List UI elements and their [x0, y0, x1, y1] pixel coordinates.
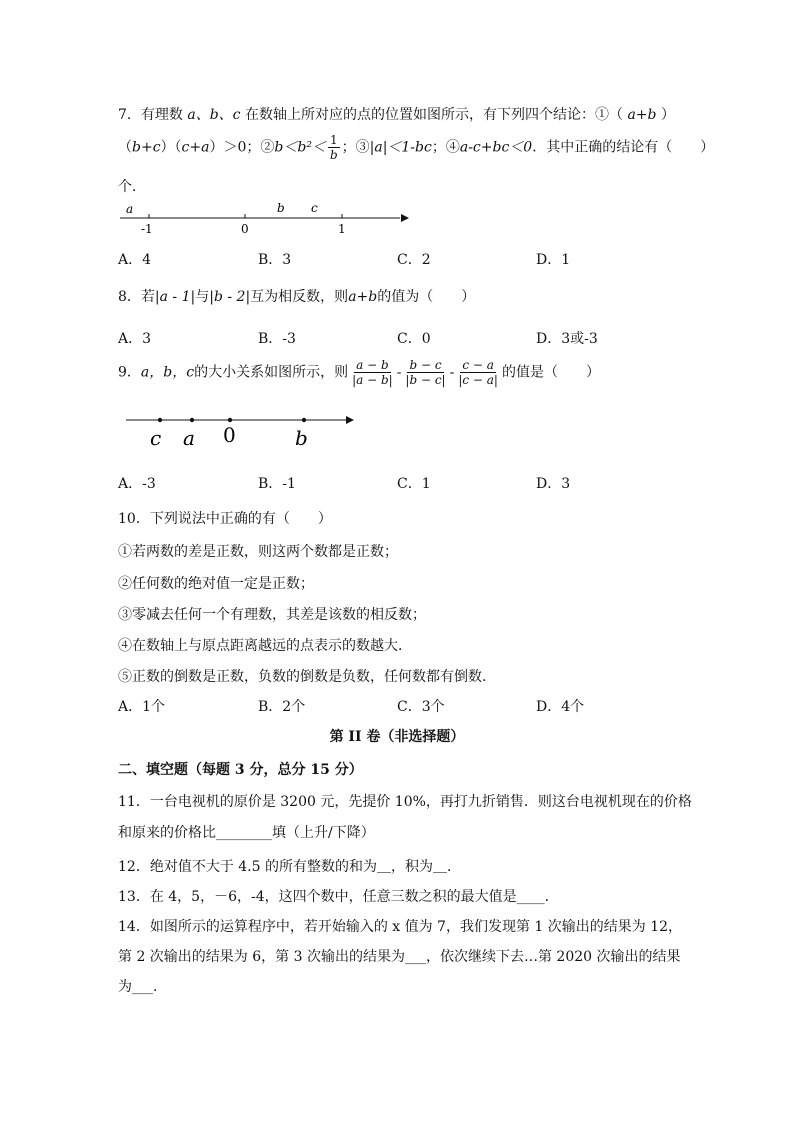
q7-axis-zero: 0 [241, 222, 249, 236]
q8-stem: 8．若|a - 1|与|b - 2|互为相反数，则a+b的值为（ ） [118, 289, 476, 305]
q14-line1: 14．如图所示的运算程序中，若开始输入的 x 值为 7，我们发现第 1 次输出的结果为 12， [118, 919, 683, 935]
q10-statement-2: ②任何数的绝对值一定是正数； [118, 576, 314, 592]
q8-option-b[interactable]: B．-3 [258, 331, 296, 347]
q7-option-a[interactable]: A．4 [118, 252, 152, 268]
q9-option-b[interactable]: B．-1 [258, 476, 296, 492]
q7-axis-a: a [126, 202, 134, 216]
q11-line1: 11．一台电视机的原价是 3200 元，先提价 10%，再打九折销售．则这台电视机现在的价格 [118, 794, 692, 810]
q7-axis-one: 1 [338, 222, 346, 236]
q14-line3: 为___． [118, 979, 167, 995]
q7-option-b[interactable]: B．3 [258, 252, 292, 268]
q7-line3: 个． [118, 179, 146, 195]
q8-option-c[interactable]: C．0 [397, 331, 431, 347]
q7-axis-b: b [277, 201, 285, 215]
section-heading: 二、填空题（每题 3 分，总分 15 分） [118, 762, 363, 778]
q10-statement-4: ④在数轴上与原点距离越远的点表示的数越大． [118, 638, 412, 654]
q10-statement-3: ③零减去任何一个有理数，其差是该数的相反数； [118, 607, 426, 623]
q9-axis-b: b [295, 426, 308, 450]
q10-option-c[interactable]: C．3个 [397, 699, 445, 715]
q10-statement-1: ①若两数的差是正数，则这两个数都是正数； [118, 544, 398, 560]
q9-axis-a: a [183, 426, 195, 450]
q7-number-line [115, 198, 410, 238]
q9-axis-c: c [150, 426, 162, 450]
q12-line: 12．绝对值不大于 4.5 的所有整数的和为＿，积为＿． [118, 859, 461, 875]
q10-option-a[interactable]: A．1个 [118, 699, 166, 715]
q9-axis-zero: 0 [223, 423, 236, 447]
q7-axis-minus1: -1 [141, 222, 153, 236]
q14-line2: 第 2 次输出的结果为 6，第 3 次输出的结果为___，依次继续下去…第 2020 次输出的结果 [118, 949, 681, 965]
q9-fraction-3: $\frac{c - a}{|c - a|}$ [458, 358, 498, 387]
q7-vars: a、b、c [187, 107, 241, 123]
q8-option-a[interactable]: A．3 [118, 331, 152, 347]
section-title: 第 II 卷（非选择题） [329, 729, 465, 745]
q9-option-c[interactable]: C．1 [397, 476, 431, 492]
q10-option-b[interactable]: B．2个 [258, 699, 306, 715]
q7-line2: （b+c）（c+a）＞0；②b＜b²＜ $\frac{1}{b}$ ；③|a|＜1-bc；④a-c+bc＜0．其中正确的结论有（ ） [118, 133, 715, 162]
q10-statement-5: ⑤正数的倒数是正数，负数的倒数是负数，任何数都有倒数． [118, 669, 496, 685]
q7-line1: 7．有理数 a、b、c 在数轴上所对应的点的位置如图所示，有下列四个结论：①（ a+b ） [118, 107, 675, 123]
q11-line2: 和原来的价格比________填（上升/下降） [118, 825, 375, 841]
q9-option-d[interactable]: D．3 [536, 476, 571, 492]
q9-fraction-2: $\frac{b - c}{|b - c|}$ [405, 358, 446, 387]
q13-line: 13．在 4，5，－6，-4，这四个数中，任意三数之积的最大值是____． [118, 889, 559, 905]
q10-stem: 10．下列说法中正确的有（ ） [118, 511, 332, 527]
q7-axis-c: c [311, 201, 318, 215]
q9-stem: 9．a，b，c的大小关系如图所示，则 $\frac{a - b}{|a - b|}$ - $\frac{b - c}{|b - c|}$ - $\frac{c - a}{|c - a|}$ 的值是（ ） [118, 358, 600, 387]
q9-fraction-1: $\frac{a - b}{|a - b|}$ [352, 358, 393, 387]
q9-option-a[interactable]: A．-3 [118, 476, 156, 492]
q8-option-d[interactable]: D．3或-3 [536, 331, 598, 347]
q10-option-d[interactable]: D．4个 [536, 699, 585, 715]
q7-option-d[interactable]: D．1 [536, 252, 571, 268]
q7-fraction: $\frac{1}{b}$ [329, 133, 338, 162]
q9-number-line [120, 408, 360, 450]
q7-option-c[interactable]: C．2 [397, 252, 431, 268]
